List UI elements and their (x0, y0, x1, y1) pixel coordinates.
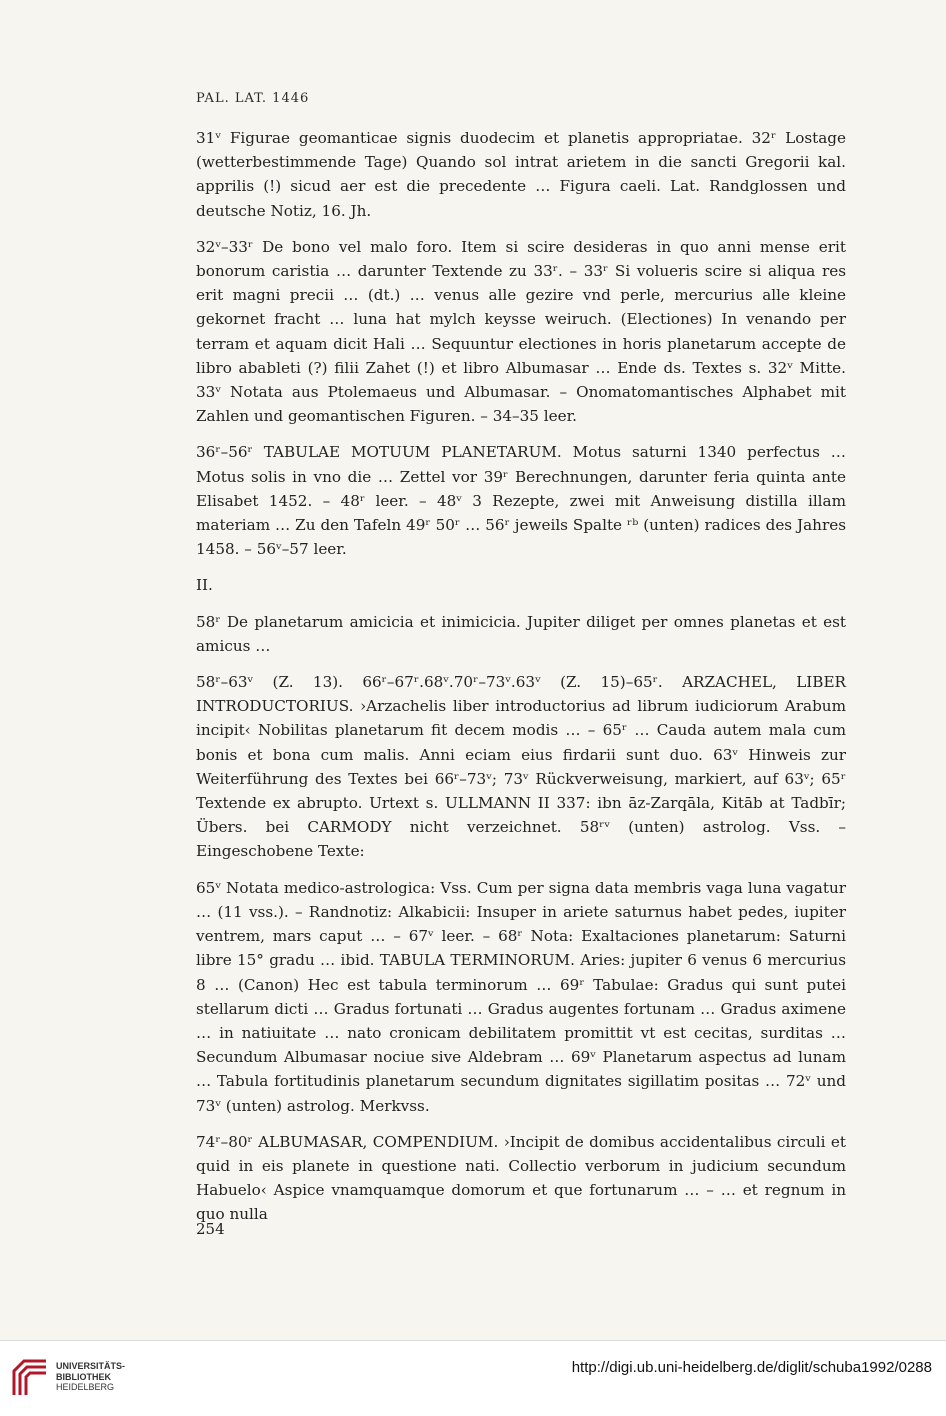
library-name (56, 1361, 125, 1393)
paragraph-32v: 32ᵛ–33ʳ De bono vel malo foro. Item si scire desideras in quo anni mense erit bonorum caristia … darunter Textende zu 33ʳ. – 33ʳ Si volueris scire si aliqua res erit magni precii … (dt.) … venus alle gezire vnd perle, mercurius alle kleine gekornet fracht … luna hat mylch keysse weiruch. (Electiones) In venando per terram et aquam dicit Hali … Sequuntur electiones in horis planetarum accepte de libro abableti (?) filii Zahet (!) et libro Albumasar … Ende ds. Textes s. 32ᵛ Mitte. 33ᵛ Notata aus Ptolemaeus und Albumasar. – Onomatomantisches Alphabet mit Zahlen und geomantischen Figuren. – 34–35 leer. (196, 237, 846, 426)
paragraph-74r: 74ʳ–80ʳ ALBUMASAR, COMPENDIUM. ›Incipit de domibus accidentalibus circuli et quid in eis planete in questione nati. Collectio verborum in judicium secundum Habuelo‹ Aspice vnamquamque domorum et que fortunarum … – … et regnum in quo nulla (196, 1132, 846, 1224)
paragraph-31v: 31ᵛ Figurae geomanticae signis duodecim et planetis appropriatae. 32ʳ Lostage (wetterbestimmende Tage) Quando sol intrat arietem in die sancti Gregorii kal. apprilis (!) sicud aer est die precedente … Figura caeli. Lat. Randglossen und deutsche Notiz, 16. Jh. (196, 129, 846, 220)
library-name-line1: UNIVERSITÄTS- (56, 1361, 126, 1371)
paragraph-65v: 65ᵛ Notata medico-astrologica: Vss. Cum per signa data membris vaga luna vagatur … (11 vss.). – Randnotiz: Alkabicii: Insuper in ariete saturnus habet pedes, iupiter ventrem, mars caput … – 67ᵛ leer. – 68ʳ Nota: Exaltaciones planetarum: Saturni libre 15° gradu … ibid. TABULA TERMINORUM. Aries: jupiter 6 venus 6 mercurius 8 … (Canon) Hec est tabula terminorum … 69ʳ Tabulae: Gradus qui sunt putei stellarum dicti … Gradus fortunati … Gradus augentes fortunam … Gradus aximene … in natiuitate … nato cronicam debilitatem promittit vt est cecitas, surditas … Secundum Albumasar nociue sive Aldebram … 69ᵛ Planetarum aspectus ad lunam … Tabula fortitudinis planetarum secundum dignitates sigillatim positas … 72ᵛ und 73ᵛ (unten) astrolog. Merkvss. (196, 878, 846, 1115)
paragraph-58r-63v: 58ʳ–63ᵛ (Z. 13). 66ʳ–67ʳ.68ᵛ.70ʳ–73ᵛ.63ᵛ (Z. 15)–65ʳ. ARZACHEL, LIBER INTRODUCTORIUS. ›Arzachelis liber introductorius ad librum iudiciorum Arabum incipit‹ Nobilitas planetarum fit decem modis … – 65ʳ … Cauda autem mala cum bonis et bona cum malis. Anni eciam eius firdarii sunt duo. 63ᵛ Hinweis zur Weiterführung des Textes bei 66ʳ–73ᵛ; 73ᵛ Rückverweisung, markiert, auf 63ᵛ; 65ʳ Textende ex abrupto. Urtext s. ULLMANN II 337: ibn āz-Zarqāla, Kitāb at Tadbīr; Übers. bei CARMODY nicht verzeichnet. 58ʳᵛ (unten) astrolog. Vss. – Eingeschobene Texte: (196, 673, 846, 861)
library-logo-icon (8, 1357, 52, 1401)
running-header: PAL. LAT. 1446 (196, 91, 310, 106)
section-heading-ii: II. (196, 576, 213, 595)
library-name-line3: HEIDELBERG (56, 1382, 115, 1392)
page-number: 254 (196, 1220, 225, 1238)
permalink-url[interactable]: http://digi.ub.uni-heidelberg.de/diglit/schuba1992/0288 (571, 1359, 932, 1376)
library-name-line2: BIBLIOTHEK (56, 1371, 111, 1382)
body-text (196, 126, 846, 1239)
paragraph-36r: 36ʳ–56ʳ TABULAE MOTUUM PLANETARUM. Motus saturni 1340 perfectus … Motus solis in vno die … Zettel vor 39ʳ Berechnungen, darunter feria quinta ante Elisabet 1452. – 48ʳ leer. – 48ᵛ 3 Rezepte, zwei mit Anweisung distilla illam materiam … Zu den Tafeln 49ʳ 50ʳ … 56ʳ jeweils Spalte ʳᵇ (unten) radices des Jahres 1458. – 56ᵛ–57 leer. (196, 443, 846, 559)
footer-bar (0, 1340, 946, 1416)
paragraph-58r: 58ʳ De planetarum amicicia et inimicicia. Jupiter diliget per omnes planetas et est amicus … (196, 612, 846, 655)
